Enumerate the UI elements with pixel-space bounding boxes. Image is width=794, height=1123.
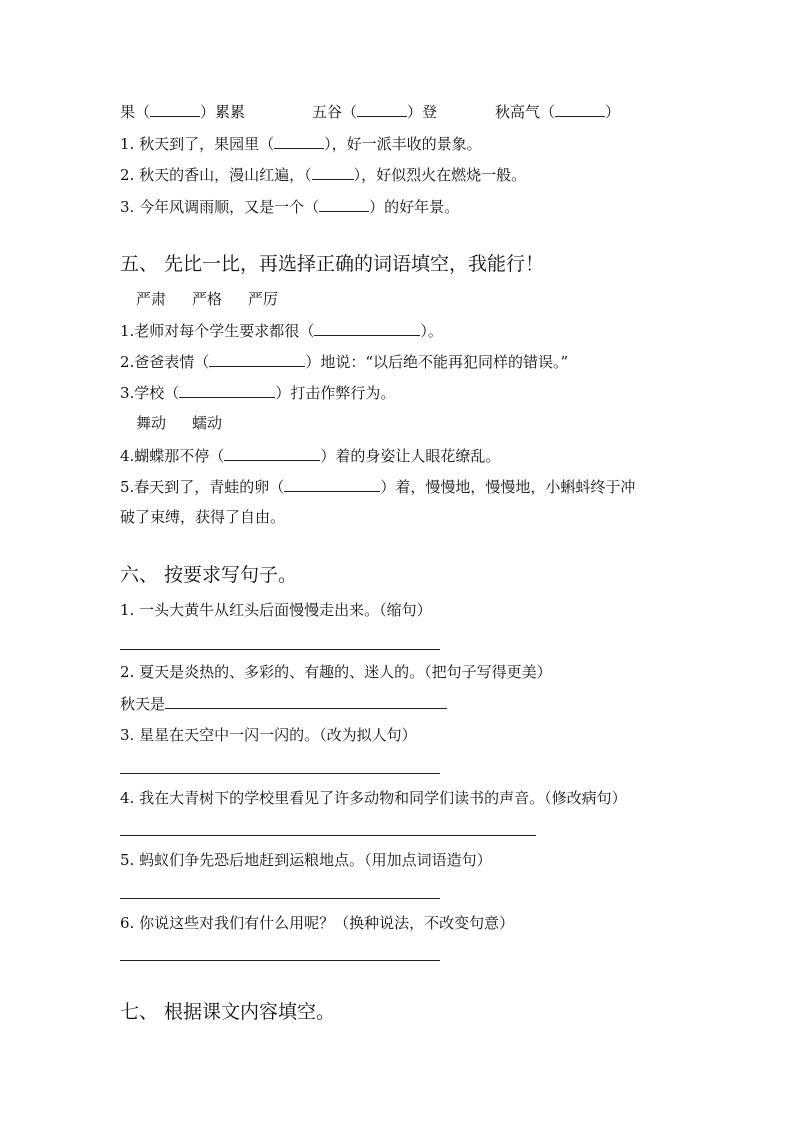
s6-question-6: 6. 你说这些对我们有什么用呢？（换种说法，不改变句意） (120, 914, 515, 932)
s5-question-2 (120, 351, 568, 372)
word-bank-2-item: 蠕动 (192, 414, 223, 432)
s5-q1-blank[interactable] (314, 320, 420, 336)
p4-q3-blank[interactable] (319, 196, 369, 212)
p4-q1-suffix: ），好一派丰收的景象。 (324, 135, 482, 153)
idiom-row (120, 101, 680, 121)
s6-answer-line-4[interactable] (120, 835, 536, 836)
s5-question-4 (120, 445, 500, 466)
idiom-group-3 (495, 101, 620, 122)
s6-question-2: 2. 夏天是炎热的、多彩的、有趣的、迷人的。（把句子写得更美） (120, 663, 552, 681)
word-bank-1 (136, 289, 304, 309)
s6-answer-line-1[interactable] (120, 649, 440, 650)
s5-q3-prefix: 3.学校（ (120, 384, 180, 402)
p4-question-1 (120, 133, 482, 154)
s5-q1-suffix: ）。 (420, 322, 443, 340)
idiom-2-prefix: 五谷（ (312, 103, 358, 121)
s6-question-2-answer (120, 693, 447, 714)
word-bank-2-item: 舞动 (136, 414, 167, 432)
idiom-3-prefix: 秋高气（ (495, 103, 556, 121)
s5-q2-suffix: ）地说：“以后绝不能再犯同样的错误。” (305, 353, 569, 371)
s5-question-3 (120, 382, 395, 403)
p4-q1-prefix: 1. 秋天到了，果园里（ (120, 135, 275, 153)
s6-answer-line-3[interactable] (120, 773, 440, 774)
p4-q2-blank[interactable] (312, 164, 354, 180)
s6-q2-answer-prefix: 秋天是 (120, 695, 166, 713)
s5-question-5 (120, 476, 635, 497)
s5-q3-blank[interactable] (179, 382, 275, 398)
idiom-2-blank[interactable] (357, 101, 407, 117)
s5-q1-prefix: 1.老师对每个学生要求都很（ (120, 322, 315, 340)
idiom-3-blank[interactable] (555, 101, 605, 117)
word-bank-2 (136, 413, 248, 433)
s5-q5-prefix: 5.春天到了，青蛙的卵（ (120, 478, 285, 496)
s5-q4-blank[interactable] (224, 445, 320, 461)
s6-question-3: 3. 星星在天空中一闪一闪的。（改为拟人句） (120, 726, 417, 744)
idiom-1-prefix: 果（ (120, 103, 151, 121)
s5-q5-blank[interactable] (284, 476, 380, 492)
s6-answer-line-5[interactable] (120, 898, 440, 899)
p4-q2-prefix: 2. 秋天的香山，漫山红遍，（ (120, 166, 312, 184)
idiom-group-2 (312, 101, 437, 122)
s6-question-1: 1. 一头大黄牛从红头后面慢慢走出来。（缩句） (120, 601, 432, 619)
s5-question-5-continued: 破了束缚，获得了自由。 (120, 508, 286, 526)
idiom-3-suffix: ） (605, 103, 621, 121)
idiom-1-blank[interactable] (150, 101, 200, 117)
section-7-title: 七、 根据课文内容填空。 (120, 1001, 336, 1023)
p4-q2-suffix: ），好似烈火在燃烧一般。 (353, 166, 527, 184)
word-bank-1-item: 严格 (192, 290, 223, 308)
idiom-group-1 (120, 101, 245, 122)
s5-q3-suffix: ）打击作弊行为。 (275, 384, 396, 402)
p4-q3-prefix: 3. 今年风调雨顺，又是一个（ (120, 198, 320, 216)
p4-q3-suffix: ）的好年景。 (369, 198, 460, 216)
idiom-2-suffix: ）登 (407, 103, 438, 121)
word-bank-1-item: 严肃 (136, 290, 167, 308)
s5-q2-blank[interactable] (209, 351, 305, 367)
word-bank-1-item: 严厉 (248, 290, 279, 308)
s6-answer-line-2[interactable] (165, 693, 447, 709)
s6-question-5: 5. 蚂蚁们争先恐后地赶到运粮地点。（用加点词语造句） (120, 851, 492, 869)
s5-q2-prefix: 2.爸爸表情（ (120, 353, 210, 371)
p4-q1-blank[interactable] (274, 133, 324, 149)
p4-question-2 (120, 164, 526, 185)
s6-question-4: 4. 我在大青树下的学校里看见了许多动物和同学们读书的声音。（修改病句） (120, 789, 627, 807)
s6-answer-line-6[interactable] (120, 960, 440, 961)
s5-q5-suffix: ）着，慢慢地，慢慢地，小蝌蚪终于冲 (380, 478, 636, 496)
s5-q4-prefix: 4.蝴蝶那不停（ (120, 447, 225, 465)
p4-question-3 (120, 196, 459, 217)
s5-question-1 (120, 320, 443, 341)
section-6-title: 六、 按要求写句子。 (120, 564, 298, 586)
s5-q4-suffix: ）着的身姿让人眼花缭乱。 (320, 447, 501, 465)
idiom-1-suffix: ）累累 (200, 103, 246, 121)
section-5-title: 五、 先比一比，再选择正确的词语填空，我能行！ (120, 253, 545, 275)
